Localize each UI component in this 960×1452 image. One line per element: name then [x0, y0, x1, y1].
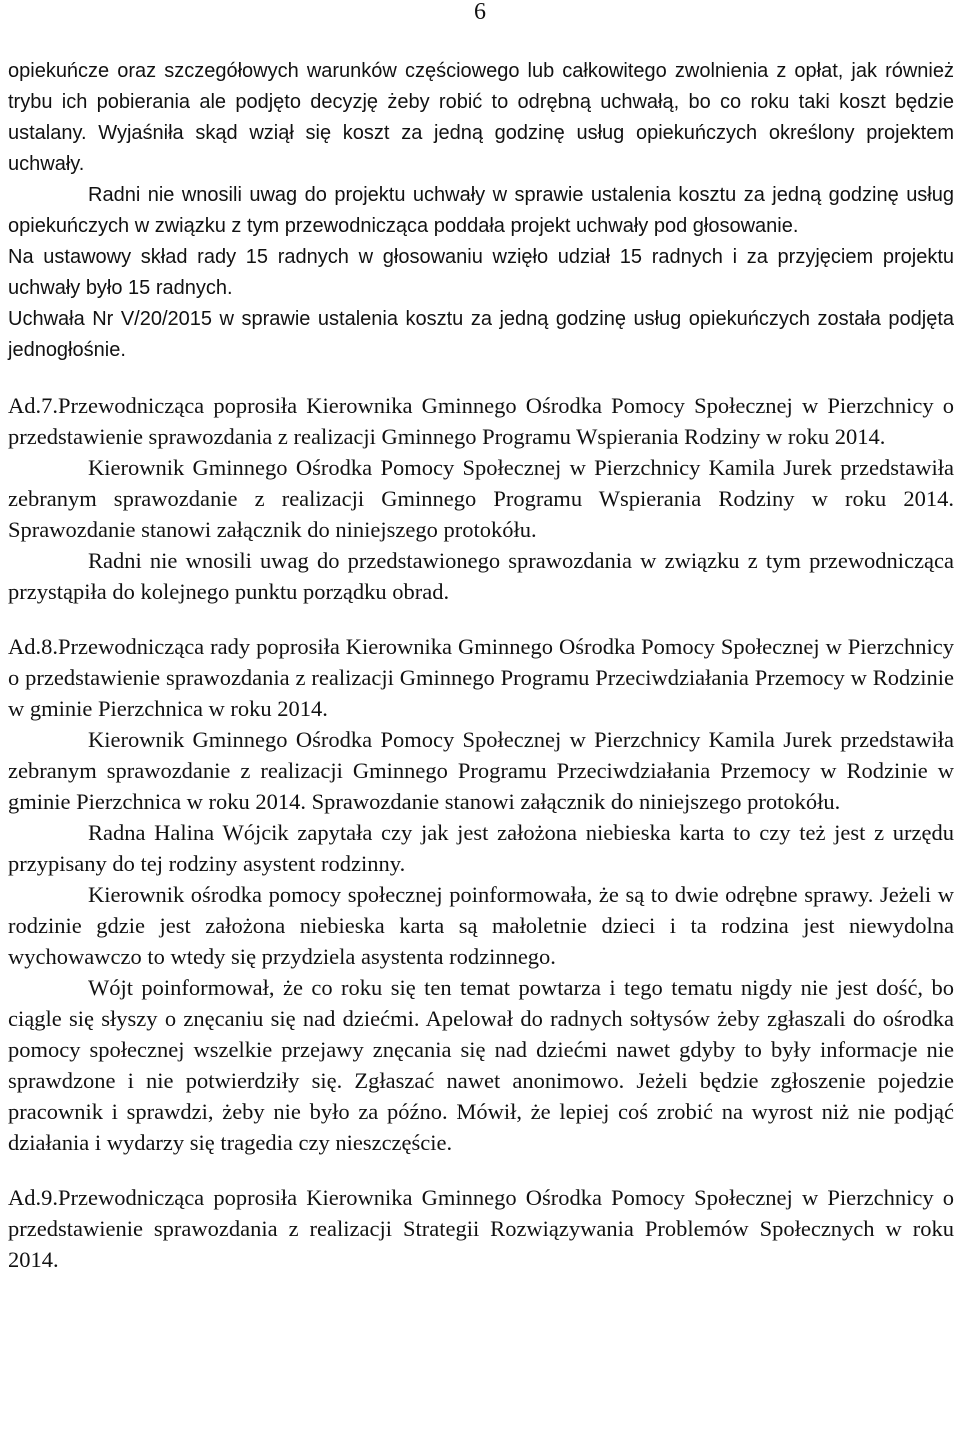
ad8-paragraph-2: Radna Halina Wójcik zapytała czy jak jest założona niebieska karta to czy też jest z urzędu przypisany do tej rodziny asystent rodzinny. — [8, 820, 954, 876]
paragraph-top-1: opiekuńcze oraz szczegółowych warunków częściowego lub całkowitego zwolnienia z opłat, jak również trybu ich pobierania ale podjęto decyzję żeby robić to odrębną uchwałą, bo co roku taki koszt będzie ustalany. Wyjaśniła skąd wziął się koszt za jedną godzinę usług opiekuńczych określony projektem uchwały. — [8, 60, 954, 175]
ad8-paragraph-1: Kierownik Gminnego Ośrodka Pomocy Społecznej w Pierzchnicy Kamila Jurek przedstawiła zebranym sprawozdanie z realizacji Gminnego Programu Przeciwdziałania Przemocy w Rodzinie w gminie Pierzchnica w roku 2014. Sprawozdanie stanowi załącznik do niniejszego protokółu. — [8, 727, 954, 814]
ad7-paragraph-2: Radni nie wnosili uwag do przedstawionego sprawozdania w związku z tym przewodnicząca przystąpiła do kolejnego punktu porządku obrad. — [8, 548, 954, 604]
ad7-paragraph-1: Kierownik Gminnego Ośrodka Pomocy Społecznej w Pierzchnicy Kamila Jurek przedstawiła zebranym sprawozdanie z realizacji Gminnego Programu Wspierania Rodziny w roku 2014. Sprawozdanie stanowi załącznik do niniejszego protokółu. — [8, 455, 954, 542]
ad8-intro: Ad.8.Przewodnicząca rady poprosiła Kierownika Gminnego Ośrodka Pomocy Społecznej w Pierzchnicy o przedstawienie sprawozdania z realizacji Gminnego Programu Przeciwdziałania Przemocy w Rodzinie w gminie Pierzchnica w roku 2014. — [8, 634, 954, 721]
ad7-intro: Ad.7.Przewodnicząca poprosiła Kierownika Gminnego Ośrodka Pomocy Społecznej w Pierzchnicy o przedstawienie sprawozdania z realizacji Gminnego Programu Wspierania Rodziny w roku 2014. — [8, 393, 954, 449]
ad9-intro: Ad.9.Przewodnicząca poprosiła Kierownika Gminnego Ośrodka Pomocy Społecznej w Pierzchnicy o przedstawienie sprawozdania z realizacji Strategii Rozwiązywania Problemów Społecznych w roku 2014. — [8, 1185, 954, 1272]
paragraph-top-3: Na ustawowy skład rady 15 radnych w głosowaniu wzięło udział 15 radnych i za przyjęciem projektu uchwały było 15 radnych. — [8, 246, 954, 299]
ad8-paragraph-3: Kierownik ośrodka pomocy społecznej poinformowała, że są to dwie odrębne sprawy. Jeżeli w rodzinie gdzie jest założona niebieska karta są małoletnie dzieci i ta rodzina jest niewydolna wychowawczo to wtedy się przydziela asystenta rodzinnego. — [8, 882, 954, 969]
page-number: 6 — [474, 0, 486, 25]
document-body — [8, 56, 954, 1275]
paragraph-top-4: Uchwała Nr V/20/2015 w sprawie ustalenia kosztu za jedną godzinę usług opiekuńczych została podjęta jednogłośnie. — [8, 308, 954, 361]
ad8-paragraph-4: Wójt poinformował, że co roku się ten temat powtarza i tego tematu nigdy nie jest dość, bo ciągle się słyszy o znęcaniu się nad dziećmi. Apelował do radnych sołtysów żeby zgłaszali do ośrodka pomocy społecznej wszelkie przejawy znęcania się nad dziećmi nawet gdyby to były informacje nie sprawdzone i nie potwierdziły się. Zgłaszać nawet anonimowo. Jeżeli będzie zgłoszenie pojedzie pracownik i sprawdzi, żeby nie było za późno. Mówił, że lepiej coś zrobić na wyrost niż nie podjąć działania i wydarzy się tragedia czy nieszczęście. — [8, 975, 954, 1155]
paragraph-top-2: Radni nie wnosili uwag do projektu uchwały w sprawie ustalenia kosztu za jedną godzinę usług opiekuńczych w związku z tym przewodnicząca poddała projekt uchwały pod głosowanie. — [8, 184, 954, 237]
